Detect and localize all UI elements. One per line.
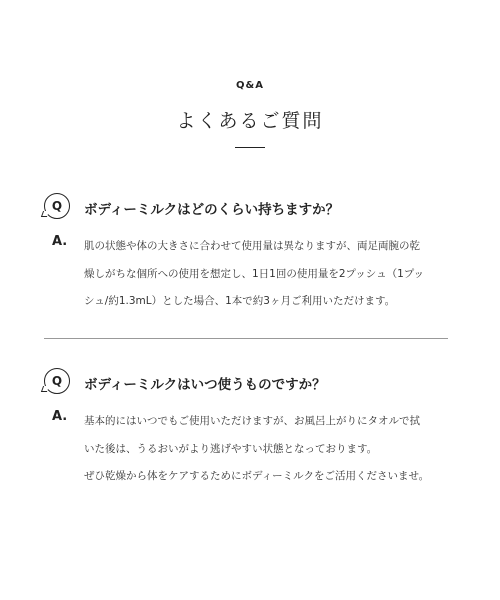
answer-line: ぜひ乾燥から体をケアするためにボディーミルクをご活用くださいませ。 (84, 470, 430, 482)
answer-line: 燥しがちな個所への使用を想定し、1日1回の使用量を2プッシュ（1プッ (84, 267, 425, 280)
section-label: Q&A (236, 80, 264, 91)
section-divider (44, 338, 448, 339)
answer-text (84, 233, 448, 316)
question-bubble-icon (44, 368, 70, 394)
answer-text (84, 408, 448, 491)
answer-row (44, 233, 448, 316)
title-underline (235, 147, 265, 148)
answer-line: シュ/約1.3mL）とした場合、1本で約3ヶ月ご利用いただけます。 (84, 295, 396, 307)
question-row (44, 368, 448, 396)
answer-mark: A. (52, 234, 68, 249)
answer-line: いた後は、うるおいがより逃げやすい状態となっております。 (84, 442, 378, 455)
faq-item-2 (44, 368, 448, 491)
question-row (44, 193, 448, 221)
answer-row (44, 408, 448, 491)
question-mark: Q (51, 374, 63, 388)
answer-line: 肌の状態や体の大きさに合わせて使用量は異なりますが、両足両腕の乾 (84, 240, 420, 252)
question-mark: Q (51, 199, 63, 213)
question-text: ボディーミルクはいつ使うものですか？ (84, 377, 326, 393)
answer-line: 基本的にはいつでもご使用いただけますが、お風呂上がりにタオルで拭 (84, 415, 420, 427)
page-title: よくあるご質問 (176, 110, 324, 132)
question-text: ボディーミルクはどのくらい持ちますか？ (84, 202, 340, 218)
question-bubble-icon (44, 193, 70, 219)
answer-mark: A. (52, 409, 68, 424)
faq-item-1 (44, 193, 448, 316)
